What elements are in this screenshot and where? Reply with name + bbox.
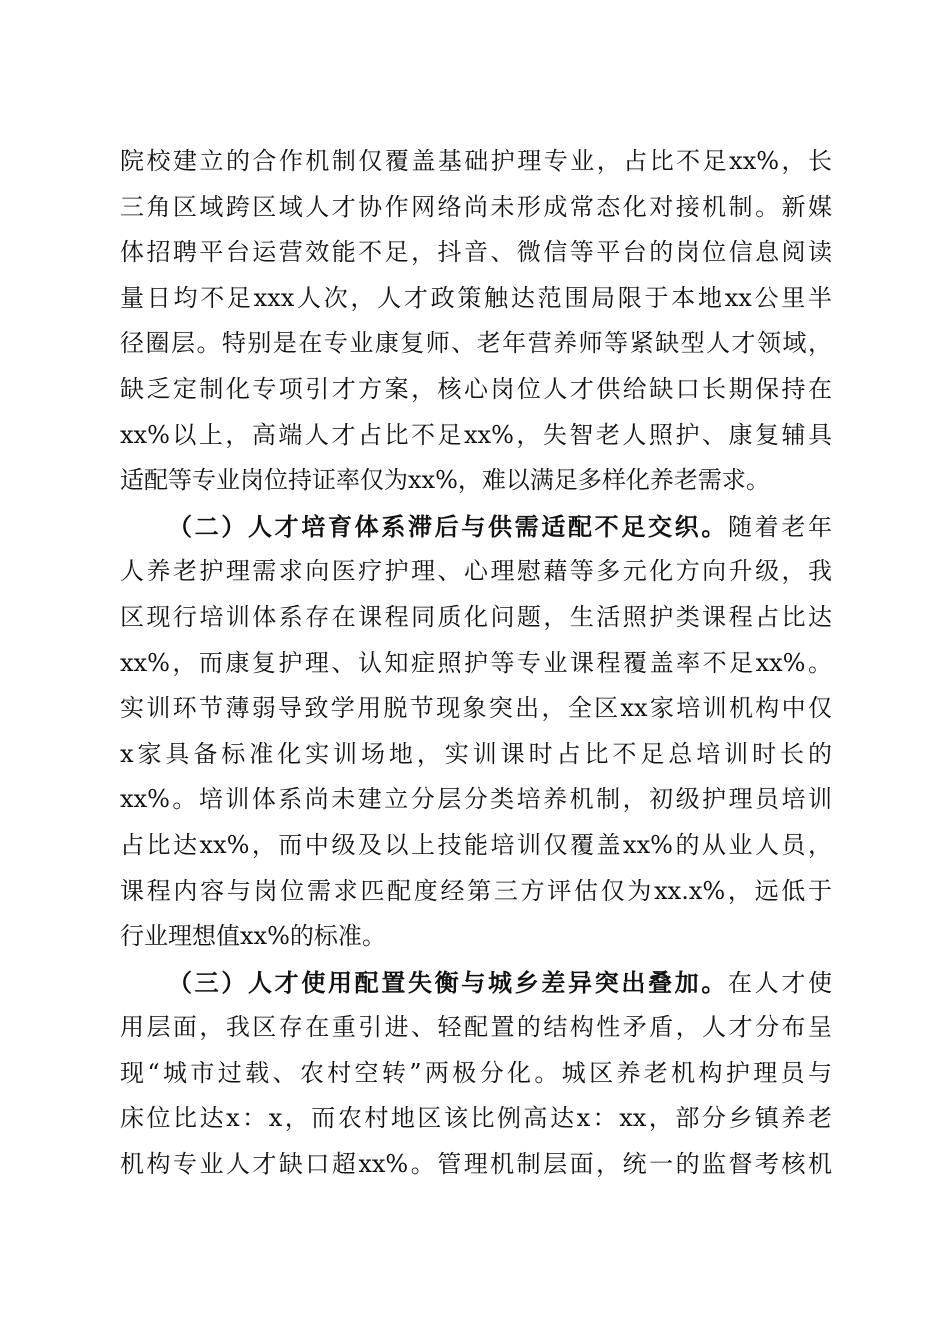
text-line: 课程内容与岗位需求匹配度经第三方评估仅为xx.x%，远低于	[120, 876, 832, 905]
text-line: 机构专业人才缺口超xx%。管理机制层面，统一的监督考核机	[120, 1150, 832, 1179]
text-line: 实训环节薄弱导致学用脱节现象突出，全区xx家培训机构中仅	[120, 694, 832, 723]
text-line: 体招聘平台运营效能不足，抖音、微信等平台的岗位信息阅读	[120, 238, 832, 267]
paragraph-2	[120, 504, 832, 960]
paragraph-1	[120, 139, 832, 504]
section-heading: （二）人才培育体系滞后与供需适配不足交织。	[168, 511, 728, 541]
text-run: 在人才使	[728, 968, 832, 997]
text-line: xx%，而康复护理、认知症照护等专业课程覆盖率不足xx%。	[120, 648, 832, 677]
text-line: x家具备标准化实训场地，实训课时占比不足总培训时长的	[120, 739, 832, 768]
text-line: 三角区域跨区域人才协作网络尚未形成常态化对接机制。新媒	[120, 192, 832, 221]
text-line: 行业理想值xx%的标准。	[120, 922, 386, 951]
paragraph-first-line	[120, 960, 832, 1006]
paragraph-3	[120, 960, 832, 1188]
text-line: 现“城市过载、农村空转”两极分化。城区养老机构护理员与	[120, 1058, 832, 1087]
section-heading: （三）人才使用配置失衡与城乡差异突出叠加。	[168, 967, 728, 997]
text-line: xx%。培训体系尚未建立分层分类培养机制，初级护理员培训	[120, 785, 832, 814]
text-line: 床位比达x：x，而农村地区该比例高达x：xx，部分乡镇养老	[120, 1104, 832, 1133]
text-line: 人养老护理需求向医疗护理、心理慰藉等多元化方向升级，我	[120, 557, 832, 586]
document-page	[120, 139, 832, 1188]
paragraph-first-line	[120, 504, 832, 550]
text-line: 量日均不足xxx人次，人才政策触达范围局限于本地xx公里半	[120, 283, 832, 312]
text-line: 区现行培训体系存在课程同质化问题，生活照护类课程占比达	[120, 602, 832, 631]
text-line: xx%以上，高端人才占比不足xx%，失智老人照护、康复辅具	[120, 420, 832, 449]
text-line: 径圈层。特别是在专业康复师、老年营养师等紧缺型人才领域，	[120, 329, 832, 358]
text-line: 用层面，我区存在重引进、轻配置的结构性矛盾，人才分布呈	[120, 1013, 832, 1042]
text-line: 缺乏定制化专项引才方案，核心岗位人才供给缺口长期保持在	[120, 374, 832, 403]
text-line: 占比达xx%，而中级及以上技能培训仅覆盖xx%的从业人员，	[120, 830, 832, 859]
text-line: 院校建立的合作机制仅覆盖基础护理专业，占比不足xx%，长	[120, 147, 832, 175]
text-run: 随着老年	[728, 512, 832, 541]
text-line: 适配等专业岗位持证率仅为xx%，难以满足多样化养老需求。	[120, 466, 770, 495]
